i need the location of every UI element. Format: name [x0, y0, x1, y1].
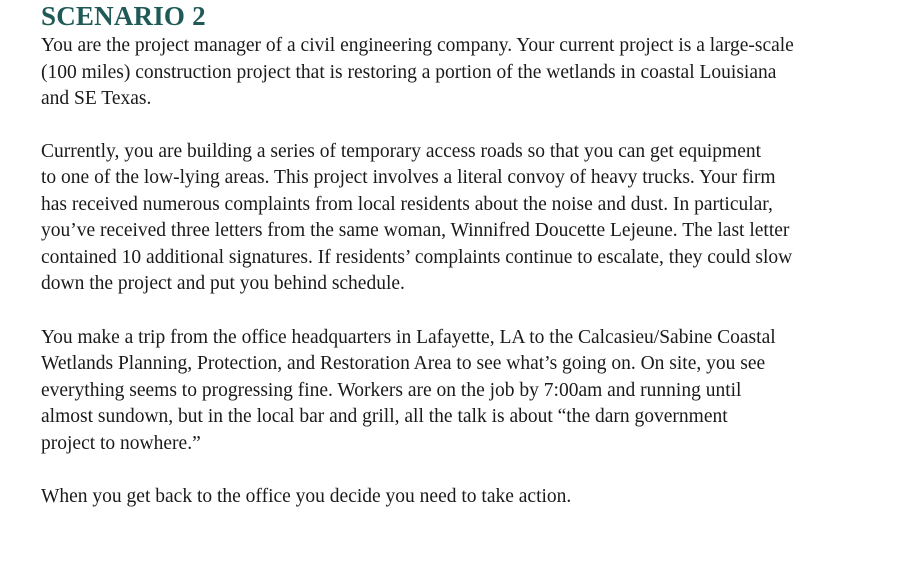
text-line: Currently, you are building a series of temporary access roads so that you can get equipment — [41, 140, 762, 162]
text-line: almost sundown, but in the local bar and grill, all the talk is about “the darn government — [41, 406, 728, 427]
scenario-title: SCENARIO 2 — [41, 1, 206, 31]
document-page — [41, 0, 901, 511]
paragraph-site-visit — [41, 325, 901, 458]
text-line: down the project and put you behind schedule. — [41, 273, 405, 294]
paragraph-action — [41, 484, 901, 511]
text-line: has received numerous complaints from local residents about the noise and dust. In particular, — [41, 193, 773, 215]
text-line: project to nowhere.” — [41, 432, 201, 454]
text-line: (100 miles) construction project that is restoring a portion of the wetlands in coastal Louisiana — [41, 61, 777, 83]
text-line: everything seems to progressing fine. Workers are on the job by 7:00am and running until — [41, 379, 742, 401]
text-line: You make a trip from the office headquarters in Lafayette, LA to the Calcasieu/Sabine Coastal — [41, 326, 776, 348]
text-line: you’ve received three letters from the same woman, Winnifred Doucette Lejeune. The last letter — [41, 220, 790, 241]
paragraph-intro — [41, 33, 901, 113]
text-line: You are the project manager of a civil engineering company. Your current project is a large-scale — [41, 35, 794, 56]
paragraph-complaints — [41, 139, 901, 298]
text-line: When you get back to the office you decide you need to take action. — [41, 486, 572, 507]
text-line: to one of the low-lying areas. This project involves a literal convoy of heavy trucks. Your firm — [41, 167, 776, 188]
text-line: Wetlands Planning, Protection, and Restoration Area to see what’s going on. On site, you see — [41, 353, 766, 374]
text-line: contained 10 additional signatures. If residents’ complaints continue to escalate, they could slow — [41, 246, 793, 268]
text-line: and SE Texas. — [41, 88, 152, 109]
